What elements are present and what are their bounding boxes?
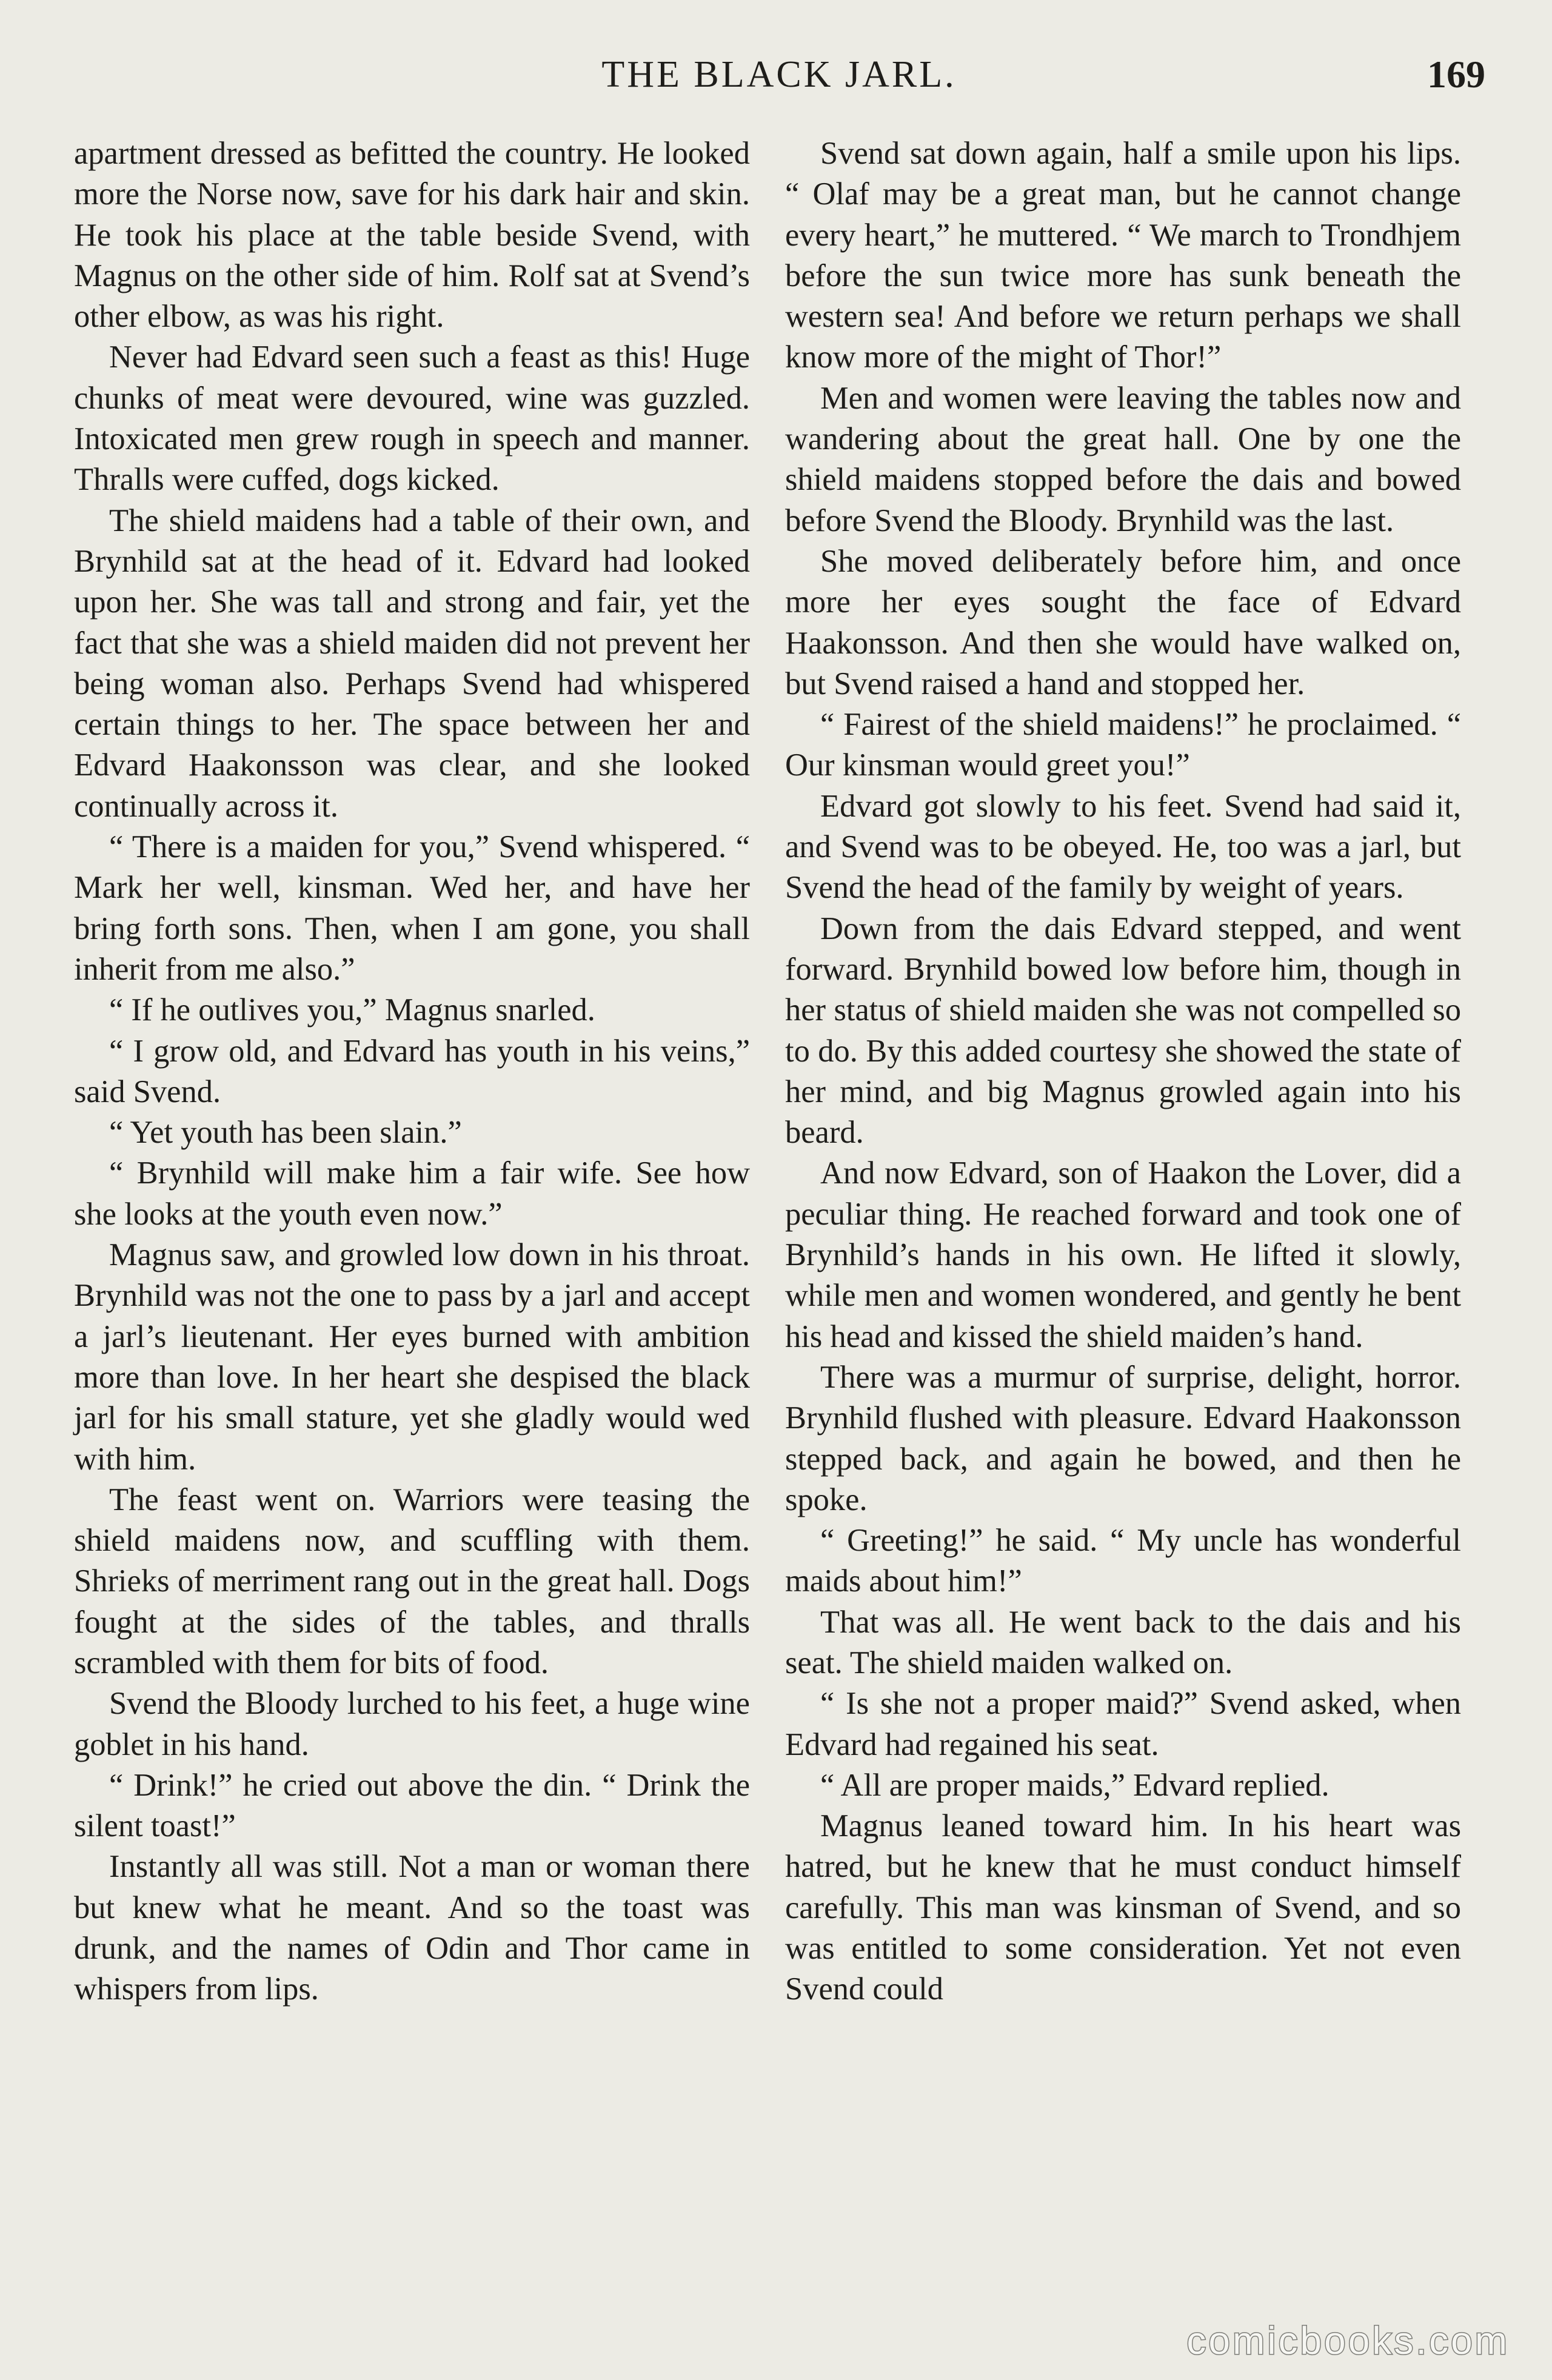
paragraph: apartment dressed as befitted the country. He looked more the Norse now, save for his dark hair and skin. He took his place at the table beside Svend, with Magnus on the other side of him. Rolf sat at Svend’s other elbow, as was his right. (74, 136, 750, 335)
paragraph: The feast went on. Warriors were teasing the shield maidens now, and scuffling with them. Shrieks of merriment rang out in the great hall. Dogs fought at the sides of the tables, and thralls scrambled with them for bits of food. (74, 1482, 750, 1680)
paragraph: “ Is she not a proper maid?” Svend asked, when Edvard had regained his seat. (785, 1686, 1461, 1762)
paragraph: “ Drink!” he cried out above the din. “ Drink the silent toast!” (74, 1767, 750, 1844)
running-title: THE BLACK JARL. (601, 54, 957, 95)
paragraph: Svend the Bloody lurched to his feet, a huge wine goblet in his hand. (74, 1686, 750, 1762)
paragraph: “ I grow old, and Edvard has youth in his veins,” said Svend. (74, 1033, 750, 1109)
paragraph: “ If he outlives you,” Magnus snarled. (109, 992, 595, 1028)
right-column (785, 133, 1461, 2010)
paragraph: “ Fairest of the shield maidens!” he proclaimed. “ Our kinsman would greet you!” (785, 707, 1461, 783)
paragraph: Down from the dais Edvard stepped, and went forward. Brynhild bowed low before him, though in her status of shield maiden she was not compelled so to do. By this added courtesy she showed the state of her mind, and big Magnus growled again into his beard. (785, 911, 1461, 1151)
paragraph: The shield maidens had a table of their own, and Brynhild sat at the head of it. Edvard had looked upon her. She was tall and strong and fair, yet the fact that she was a shield maiden did not prevent her being woman also. Perhaps Svend had whispered certain things to her. The space between her and Edvard Haakonsson was clear, and she looked continually across it. (74, 503, 750, 824)
paragraph: Men and women were leaving the tables now and wandering about the great hall. One by one the shield maidens stopped before the dais and bowed before Svend the Bloody. Brynhild was the last. (785, 380, 1461, 538)
page-header (73, 47, 1485, 102)
page-number: 169 (1427, 53, 1485, 96)
paragraph: “ Brynhild will make him a fair wife. See how she looks at the youth even now.” (74, 1155, 750, 1232)
paragraph: Magnus leaned toward him. In his heart was hatred, but he knew that he must conduct himself carefully. This man was kinsman of Svend, and so was entitled to some consideration. Yet not even Svend could (785, 1808, 1461, 2007)
left-column (74, 133, 750, 2010)
paragraph: Instantly all was still. Not a man or woman there but knew what he meant. And so the toast was drunk, and the names of Odin and Thor came in whispers from lips. (74, 1849, 750, 2007)
paragraph: And now Edvard, son of Haakon the Lover, did a peculiar thing. He reached forward and took one of Brynhild’s hands in his own. He lifted it slowly, while men and women wondered, and gently he bent his head and kissed the shield maiden’s hand. (785, 1155, 1461, 1354)
paragraph: “ There is a maiden for you,” Svend whispered. “ Mark her well, kinsman. Wed her, and have her bring forth sons. Then, when I am gone, you shall inherit from me also.” (74, 829, 750, 987)
paragraph: There was a murmur of surprise, delight, horror. Brynhild flushed with pleasure. Edvard Haakonsson stepped back, and again he bowed, and then he spoke. (785, 1359, 1461, 1517)
watermark-logo: comicbooks.com (1186, 2319, 1510, 2362)
paragraph: Never had Edvard seen such a feast as this! Huge chunks of meat were devoured, wine was guzzled. Intoxicated men grew rough in speech and manner. Thralls were cuffed, dogs kicked. (74, 339, 750, 498)
paragraph: Edvard got slowly to his feet. Svend had said it, and Svend was to be obeyed. He, too was a jarl, but Svend the head of the family by weight of years. (785, 788, 1461, 906)
paragraph: “ All are proper maids,” Edvard replied. (820, 1767, 1330, 1803)
paragraph: Svend sat down again, half a smile upon his lips. “ Olaf may be a great man, but he cannot change every heart,” he muttered. “ We march to Trondhjem before the sun twice more has sunk beneath the western sea! And before we return perhaps we shall know more of the might of Thor!” (785, 136, 1461, 375)
paragraph: She moved deliberately before him, and once more her eyes sought the face of Edvard Haakonsson. And then she would have walked on, but Svend raised a hand and stopped her. (785, 543, 1461, 701)
paragraph: Magnus saw, and growled low down in his throat. Brynhild was not the one to pass by a jarl and accept a jarl’s lieutenant. Her eyes burned with ambition more than love. In her heart she despised the black jarl for his small stature, yet she gladly would wed with him. (74, 1237, 750, 1477)
paragraph: “ Greeting!” he said. “ My uncle has wonderful maids about him!” (785, 1523, 1461, 1599)
paragraph: “ Yet youth has been slain.” (109, 1115, 462, 1151)
paragraph: That was all. He went back to the dais and his seat. The shield maiden walked on. (785, 1604, 1461, 1680)
